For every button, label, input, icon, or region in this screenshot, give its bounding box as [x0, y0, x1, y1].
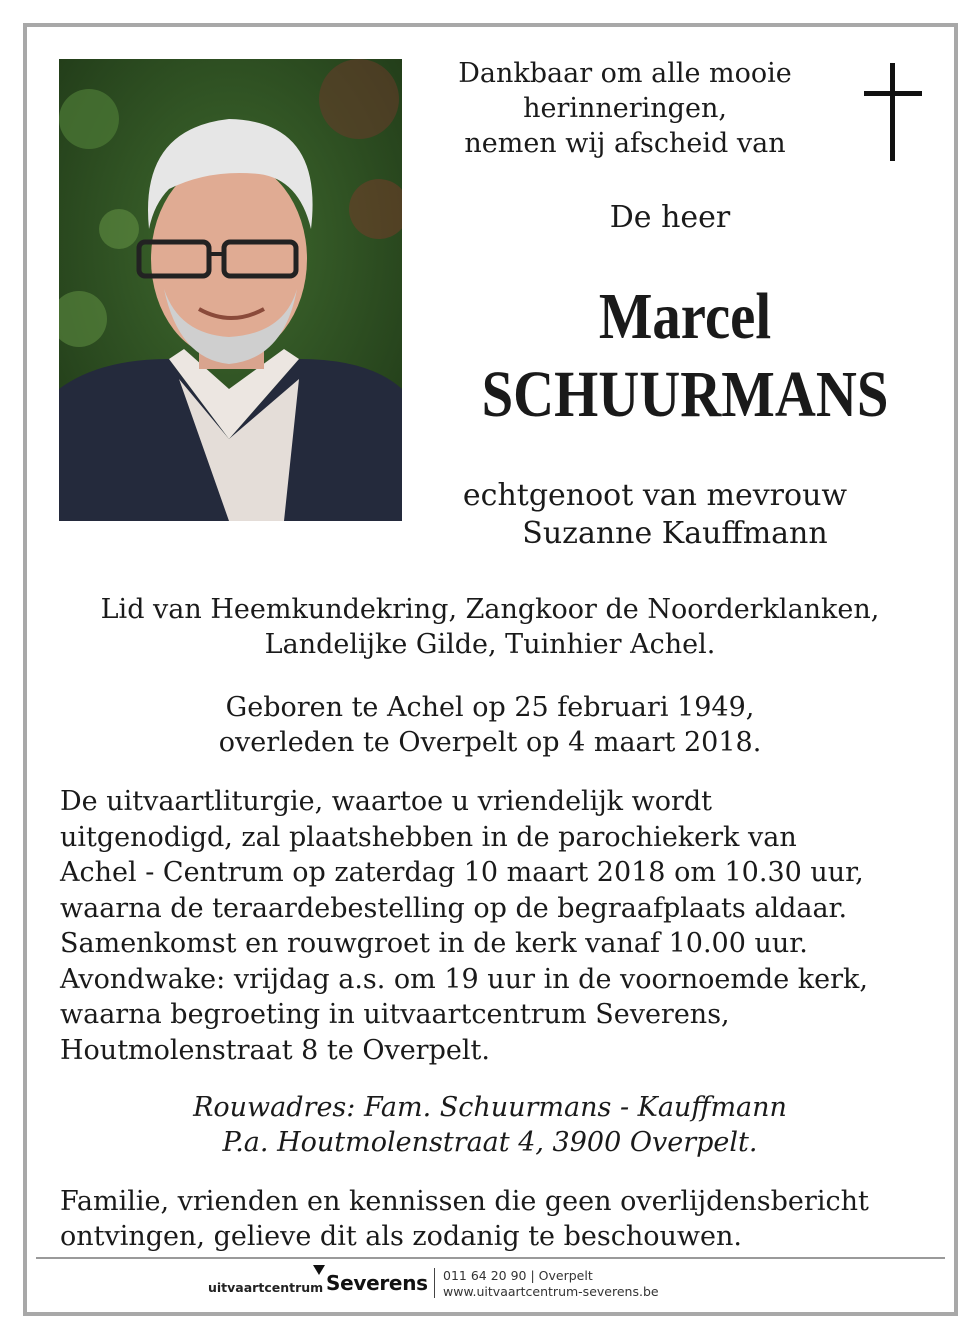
liturgy-line: Houtmolenstraat 8 te Overpelt.: [60, 1034, 490, 1066]
dates-line-2: overleden te Overpelt op 4 maart 2018.: [218, 727, 762, 758]
family-note-line-1: Familie, vrienden en kennissen die geen overlijdensbericht: [60, 1186, 869, 1217]
spouse-line-1: echtgenoot van mevrouw: [462, 478, 848, 513]
birth-death-dates: [40, 690, 940, 760]
liturgy-line: waarna de teraardebestelling op de begraafplaats aldaar.: [60, 892, 848, 924]
spouse-line-2: Suzanne Kauffmann: [522, 516, 828, 551]
membership-line-1: Lid van Heemkundekring, Zangkoor de Noorderklanken,: [100, 594, 880, 625]
deceased-last-name: SCHUURMANS: [481, 358, 889, 431]
liturgy-line: waarna begroeting in uitvaartcentrum Severens,: [60, 999, 730, 1030]
liturgy-line: Samenkomst en rouwgroet in de kerk vanaf 10.00 uur.: [60, 928, 808, 959]
liturgy-line: De uitvaartliturgie, waartoe u vriendelijk wordt: [60, 786, 713, 817]
liturgy-line: uitgenodigd, zal plaatshebben in de parochiekerk van: [60, 821, 797, 853]
footer-brand-small: uitvaartcentrum: [208, 1280, 324, 1295]
footer-contact: [443, 1268, 659, 1299]
deceased-first-name: Marcel: [598, 280, 772, 353]
membership-text: [40, 592, 940, 662]
dates-line-1: Geboren te Achel op 25 februari 1949,: [225, 692, 755, 723]
footer-website-link[interactable]: www.uitvaartcentrum-severens.be: [443, 1283, 659, 1299]
brand-triangle-icon: [313, 1265, 325, 1275]
footer: [0, 1262, 980, 1306]
portrait-photo: [59, 59, 402, 521]
membership-line-2: Landelijke Gilde, Tuinhier Achel.: [264, 629, 716, 660]
intro-line-3: nemen wij afscheid van: [464, 128, 786, 159]
address-line-2: P.a. Houtmolenstraat 4, 3900 Overpelt.: [222, 1127, 758, 1158]
footer-brand-logo: Severens: [326, 1271, 428, 1295]
address-line-1: Rouwadres: Fam. Schuurmans - Kauffmann: [193, 1092, 787, 1123]
family-note-line-2: ontvingen, gelieve dit als zodanig te beschouwen.: [60, 1221, 742, 1252]
liturgy-line: Achel - Centrum op zaterdag 10 maart 2018 om 10.30 uur,: [60, 857, 864, 888]
footer-phone: 011 64 20 90 | Overpelt: [443, 1268, 593, 1283]
liturgy-line: Avondwake: vrijdag a.s. om 19 uur in de voornoemde kerk,: [60, 963, 868, 995]
cross-icon: [864, 63, 922, 161]
family-note: [60, 1184, 940, 1254]
honorific-title: De heer: [609, 200, 731, 235]
mourning-address: [40, 1090, 940, 1160]
footer-separator: [434, 1268, 435, 1298]
intro-line-2: herinneringen,: [523, 93, 727, 124]
portrait-illustration: [59, 59, 402, 521]
spouse-text: [440, 477, 870, 553]
intro-line-1: Dankbaar om alle mooie: [458, 58, 792, 89]
intro-text: [440, 56, 810, 161]
footer-divider: [36, 1257, 945, 1259]
funeral-liturgy-text: [60, 784, 940, 1068]
